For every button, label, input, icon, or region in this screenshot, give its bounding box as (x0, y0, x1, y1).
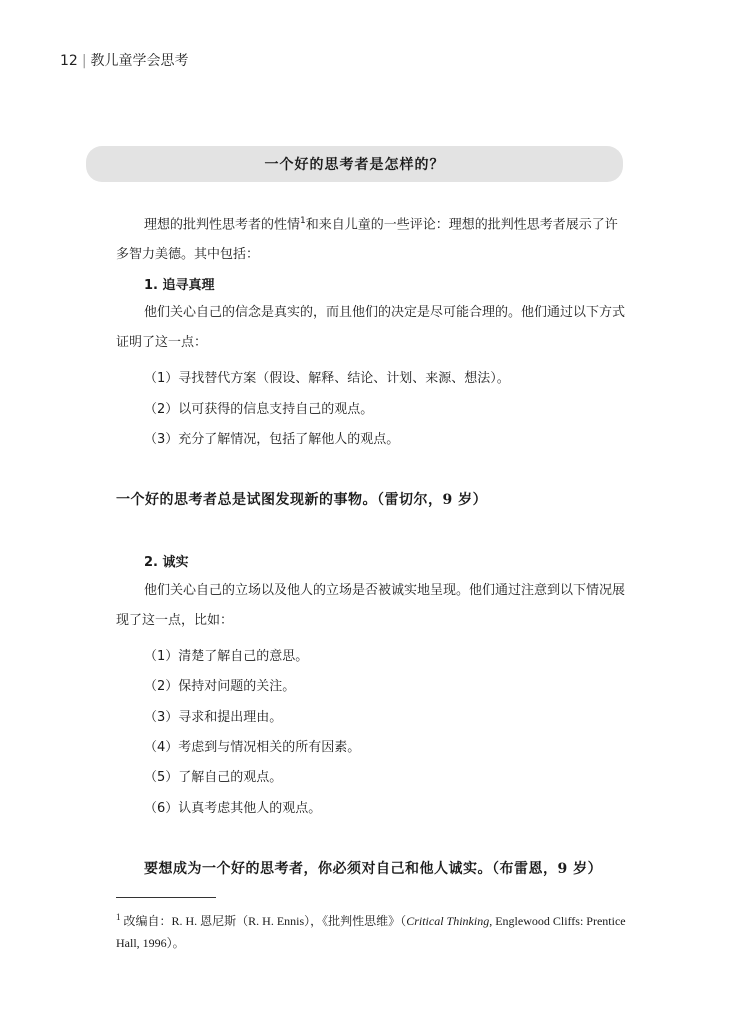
section1-item-2: （2）以可获得的信息支持自己的观点。 (144, 402, 374, 417)
section1-heading: 1. 追寻真理 (144, 278, 215, 293)
section1-quote: 一个好的思考者总是试图发现新的事物。（雷切尔，9 岁） (116, 492, 488, 508)
intro-text-2: 和来自儿童的一些评论：理想的批判性思考者展示了许多智力美德。其中包括： (116, 217, 618, 263)
section2-item-2: （2）保持对问题的关注。 (144, 679, 296, 694)
footnote-mark: 1 (116, 912, 121, 922)
section1-item-3: （3）充分了解情况，包括了解他人的观点。 (144, 432, 400, 447)
intro-text-1: 理想的批判性思考者的性情 (144, 217, 301, 233)
section2-quote: 要想成为一个好的思考者，你必须对自己和他人诚实。（布雷恩，9 岁） (144, 861, 603, 877)
book-title: 教儿童学会思考 (90, 53, 189, 69)
section1-body: 他们关心自己的信念是真实的，而且他们的决定是尽可能合理的。他们通过以下方式证明了这一点： (116, 305, 626, 350)
footnote-text-2: , Englewood Cliffs: Prentice Hall, 1996）。 (116, 914, 626, 950)
footnote (116, 906, 630, 954)
footnote-book-title: Critical Thinking (406, 914, 490, 928)
section2-item-4: （4）考虑到与情况相关的所有因素。 (144, 740, 361, 755)
running-head-separator: | (81, 53, 87, 69)
section2-heading: 2. 诚实 (144, 555, 189, 570)
running-head (60, 50, 189, 70)
section-title: 一个好的思考者是怎样的？ (86, 146, 623, 182)
section2-item-1: （1）清楚了解自己的意思。 (144, 649, 309, 664)
section2-item-5: （5）了解自己的观点。 (144, 770, 283, 785)
footnote-text-1: 改编自：R. H. 恩尼斯（R. H. Ennis），《批判性思维》（ (120, 914, 407, 928)
intro-paragraph (116, 206, 630, 270)
section1-item-1: （1）寻找替代方案（假设、解释、结论、计划、来源、想法）。 (144, 371, 510, 386)
footnote-ref: 1 (300, 216, 306, 226)
section2-body: 他们关心自己的立场以及他人的立场是否被诚实地呈现。他们通过注意到以下情况展现了这一点，比如： (116, 583, 626, 628)
section2-item-3: （3）寻求和提出理由。 (144, 710, 283, 725)
section2-item-6: （6）认真考虑其他人的观点。 (144, 801, 322, 816)
page-number: 12 (60, 53, 78, 69)
footnote-divider (116, 897, 216, 898)
